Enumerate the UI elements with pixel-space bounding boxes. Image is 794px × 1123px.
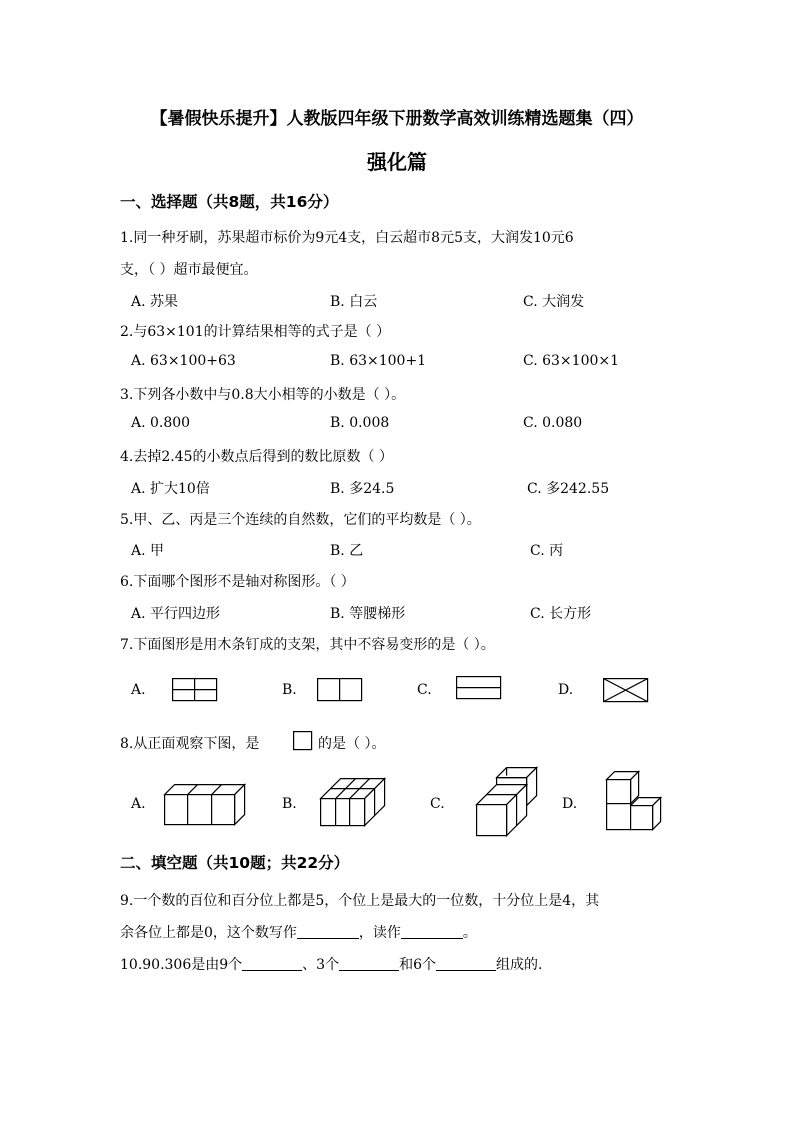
question-3-option-a: A. 0.800 (131, 415, 191, 431)
frame-figure-a (172, 678, 218, 702)
question-1-option-c: C. 大润发 (523, 294, 585, 310)
question-1-option-a: A. 苏果 (131, 294, 179, 310)
question-5-option-b: B. 乙 (330, 543, 364, 559)
question-10-text-d: 组成的. (496, 957, 543, 973)
question-7: 7.下面图形是用木条钉成的支架，其中不容易变形的是（ ）。 (120, 637, 495, 653)
question-5-option-c: C. 丙 (530, 543, 564, 559)
cube-figure-b (320, 778, 386, 828)
question-3: 3.下列各小数中与0.8大小相等的小数是（ ）。 (120, 387, 406, 403)
square-icon (293, 731, 313, 751)
document-title: 【暑假快乐提升】人教版四年级下册数学高效训练精选题集（四） (150, 109, 644, 129)
frame-figure-c (456, 676, 502, 700)
question-1-line1: 1.同一种牙刷，苏果超市标价为9元4支，白云超市8元5支，大润发10元6 (120, 230, 574, 246)
question-7-option-c: C. (417, 682, 432, 698)
question-9-text-b: ，读作 (358, 925, 401, 941)
question-2-option-a: A. 63×100+63 (131, 353, 236, 369)
question-8-text-before: 8.从正面观察下图，是 (120, 736, 260, 752)
question-10-text-a: 10.90.306是由9个 (120, 957, 243, 973)
question-9-text-a: 余各位上都是0，这个数写作 (120, 925, 297, 941)
section-heading-fill: 二、填空题（共10题；共22分） (120, 854, 350, 872)
question-10-text-c: 和6个 (399, 957, 437, 973)
question-8-option-c: C. (430, 796, 445, 812)
question-4: 4.去掉2.45的小数点后得到的数比原数（ ） (120, 449, 393, 465)
answer-blank-written[interactable] (297, 924, 359, 939)
question-4-option-a: A. 扩大10倍 (131, 481, 210, 497)
question-9-line1: 9.一个数的百位和百分位上都是5，个位上是最大的一位数，十分位上是4，其 (120, 893, 600, 909)
question-6-option-b: B. 等腰梯形 (330, 606, 406, 622)
section-heading-choice: 一、选择题（共8题，共16分） (120, 193, 339, 211)
question-8-option-d: D. (562, 796, 578, 812)
question-6-option-c: C. 长方形 (530, 606, 592, 622)
frame-figure-d (603, 678, 649, 703)
question-7-option-b: B. (282, 682, 297, 698)
cube-figure-a (164, 784, 246, 826)
question-1-line2: 支，（ ）超市最便宜。 (120, 262, 258, 278)
question-1-option-b: B. 白云 (330, 294, 378, 310)
answer-blank-2[interactable] (339, 956, 399, 971)
question-3-option-c: C. 0.080 (523, 415, 583, 431)
question-10-text-b: 、3个 (302, 957, 340, 973)
answer-blank-read[interactable] (401, 924, 463, 939)
frame-figure-b (317, 678, 363, 702)
question-6: 6.下面哪个图形不是轴对称图形。（ ） (120, 574, 355, 590)
cube-figure-c (476, 767, 538, 837)
question-4-option-c: C. 多242.55 (527, 481, 610, 497)
question-5: 5.甲、乙、丙是三个连续的自然数，它们的平均数是（ ）。 (120, 512, 481, 528)
question-6-option-a: A. 平行四边形 (131, 606, 221, 622)
question-8-text-after: 的是（ ）。 (318, 736, 386, 752)
document-subtitle: 强化篇 (367, 150, 427, 174)
question-8-option-a: A. (131, 796, 146, 812)
question-2-option-c: C. 63×100×1 (523, 353, 620, 369)
question-9-line2 (120, 922, 477, 942)
cube-figure-d (606, 771, 662, 831)
question-3-option-b: B. 0.008 (330, 415, 390, 431)
question-4-option-b: B. 多24.5 (330, 481, 395, 497)
question-9-text-c: 。 (462, 925, 477, 941)
question-2-option-b: B. 63×100+1 (330, 353, 427, 369)
question-2: 2.与63×101的计算结果相等的式子是（ ） (120, 324, 391, 340)
question-10 (120, 954, 542, 974)
answer-blank-1[interactable] (242, 956, 302, 971)
question-8-option-b: B. (282, 796, 297, 812)
answer-blank-3[interactable] (436, 956, 496, 971)
question-5-option-a: A. 甲 (131, 543, 165, 559)
question-7-option-a: A. (131, 682, 146, 698)
question-7-option-d: D. (558, 682, 574, 698)
